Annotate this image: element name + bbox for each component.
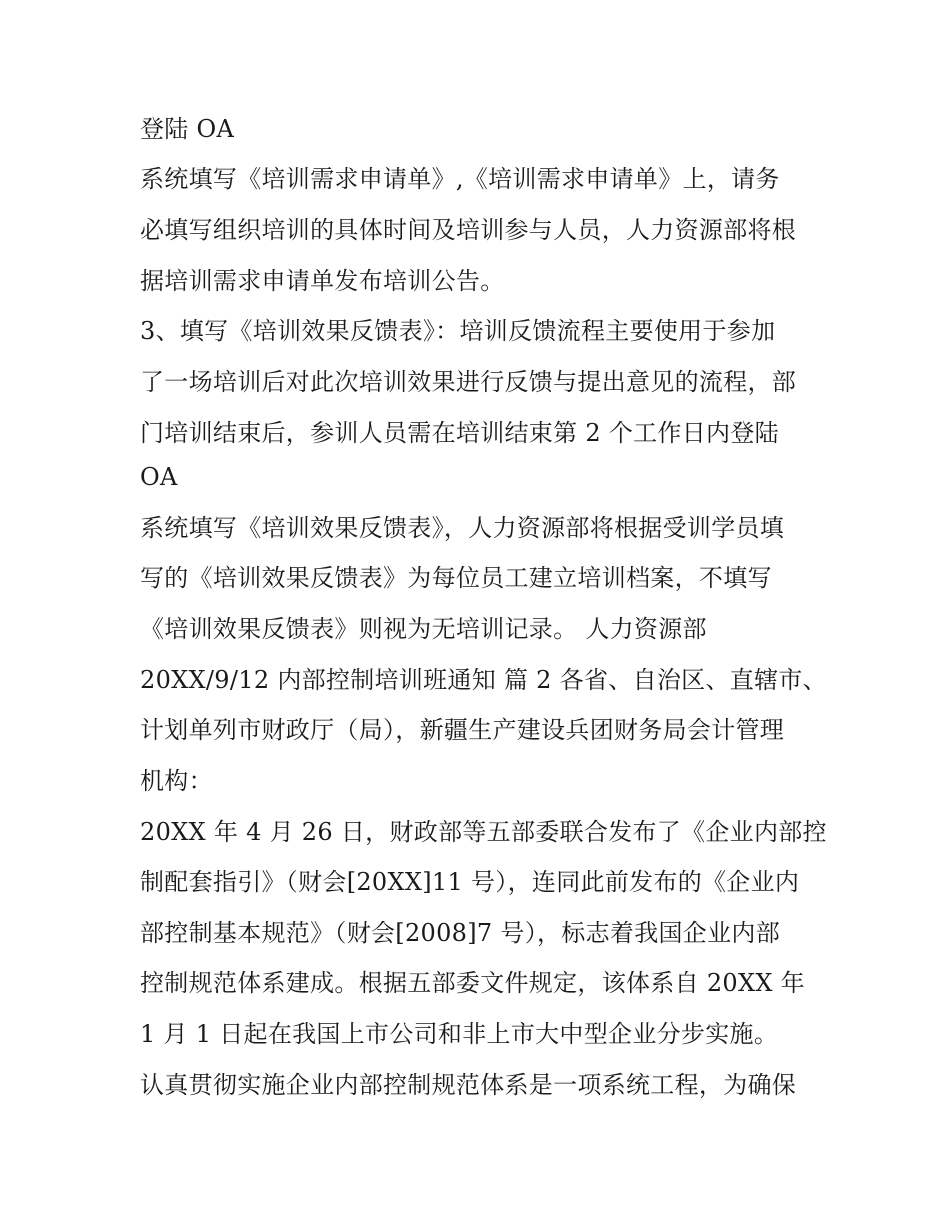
text-line: 《培训效果反馈表》则视为无培训记录。 人力资源部 — [140, 615, 707, 643]
text-line: 登陆 OA — [140, 115, 235, 143]
text-line: 了一场培训后对此次培训效果进行反馈与提出意见的流程，部 — [140, 368, 797, 396]
text-line: 20XX/9/12 内部控制培训班通知 篇 2 各省、自治区、直辖市、 — [140, 666, 827, 694]
text-line: 必填写组织培训的具体时间及培训参与人员，人力资源部将根 — [140, 216, 797, 244]
text-line: 写的《培训效果反馈表》为每位员工建立培训档案，不填写 — [140, 564, 772, 592]
text-line: 系统填写《培训效果反馈表》，人力资源部将根据受训学员填 — [140, 514, 785, 542]
text-line: 认真贯彻实施企业内部控制规范体系是一项系统工程，为确保 — [140, 1071, 797, 1099]
text-line: 20XX 年 4 月 26 日，财政部等五部委联合发布了《企业内部控 — [140, 818, 827, 846]
text-line: 控制规范体系建成。根据五部委文件规定，该体系自 20XX 年 — [140, 969, 805, 997]
text-line: 1 月 1 日起在我国上市公司和非上市大中型企业分步实施。 — [140, 1020, 779, 1048]
text-line: OA — [140, 463, 178, 491]
text-line: 系统填写《培训需求申请单》,《培训需求申请单》上，请务 — [140, 165, 780, 193]
text-line: 3、填写《培训效果反馈表》：培训反馈流程主要使用于参加 — [140, 317, 776, 345]
text-line: 制配套指引》（财会[20XX]11 号），连同此前发布的《企业内 — [140, 868, 800, 896]
text-line: 门培训结束后，参训人员需在培训结束第 2 个工作日内登陆 — [140, 419, 779, 447]
text-line: 部控制基本规范》（财会[2008]7 号），标志着我国企业内部 — [140, 919, 781, 947]
text-line: 据培训需求申请单发布培训公告。 — [140, 267, 505, 295]
text-line: 计划单列市财政厅（局），新疆生产建设兵团财务局会计管理 — [140, 716, 785, 744]
text-line: 机构： — [140, 767, 213, 795]
